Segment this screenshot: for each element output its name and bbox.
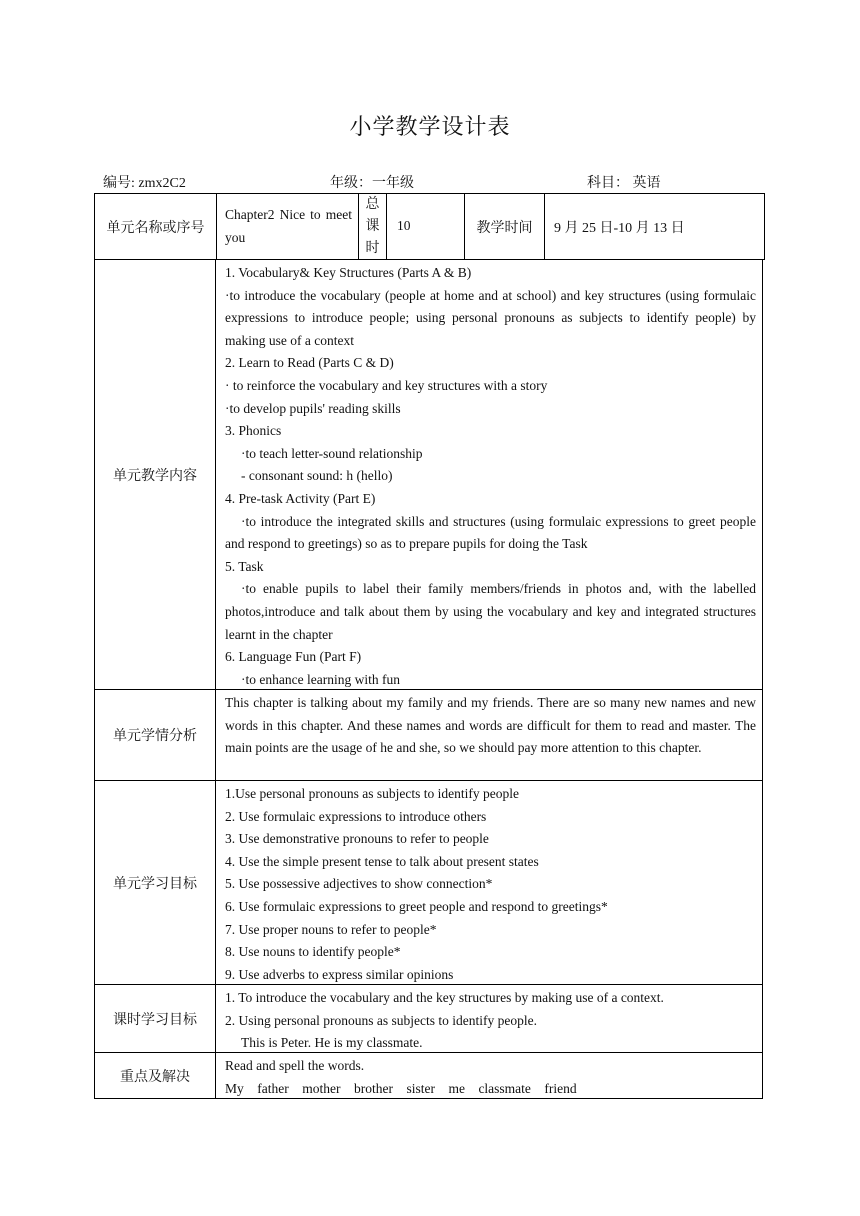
row-content: [95, 260, 762, 690]
goal-line: 3. Use demonstrative pronouns to refer to people: [225, 831, 489, 847]
goal-line: 5. Use possessive adjectives to show connection*: [225, 876, 493, 892]
row-lesson-goals: [95, 985, 762, 1053]
row-body: [225, 1055, 756, 1100]
goal-line: 8. Use nouns to identify people*: [225, 944, 401, 960]
row-label: 课时学习目标: [95, 985, 216, 1052]
content-line: ·to enable pupils to label their family members/friends in photos and, with the labelled photos,introduce and talk about them by using the vocabulary and key and integrated structures learnt in the chapter: [225, 581, 756, 642]
goal-line: 7. Use proper nouns to refer to people*: [225, 921, 437, 937]
row-label: 单元学情分析: [95, 690, 216, 780]
row-key-points: [95, 1053, 762, 1099]
unit-label-cell: [95, 194, 217, 259]
code-field: 编号: zmx2C2: [103, 176, 186, 191]
goal-line: 2. Use formulaic expressions to introduce others: [225, 808, 487, 824]
goal-line: 1.Use personal pronouns as subjects to identify people: [225, 786, 519, 801]
goal-line: 6. Use formulaic expressions to greet people and respond to greetings*: [225, 898, 608, 914]
content-line: 6. Language Fun (Part F): [225, 649, 362, 665]
time-label: 教学时间: [476, 220, 533, 236]
content-line: ·to teach letter-sound relationship: [241, 445, 423, 461]
content-line: 3. Phonics: [225, 423, 282, 439]
time-value: 9 月 25 日-10 月 13 日: [554, 220, 685, 236]
total-hours-value: 10: [397, 218, 411, 234]
content-line: · to reinforce the vocabulary and key structures with a story: [225, 377, 548, 393]
grade-field: 年级：一年级: [330, 176, 414, 191]
content-line: ·to enhance learning with fun: [241, 671, 400, 687]
total-hours-label-cell: [359, 194, 387, 259]
total-hours-value-cell: [387, 194, 465, 259]
content-line: 1. Vocabulary& Key Structures (Parts A & B): [225, 265, 472, 280]
content-line: - consonant sound: h (hello): [241, 468, 393, 484]
content-line: 5. Task: [225, 558, 264, 574]
content-line: 2. Learn to Read (Parts C & D): [225, 355, 394, 371]
document-title: 小学教学设计表: [349, 114, 511, 139]
lesson-goal-line: This is Peter. He is my classmate.: [241, 1035, 423, 1051]
content-line: 4. Pre-task Activity (Part E): [225, 490, 376, 506]
time-label-cell: [465, 194, 545, 259]
row-body: [225, 783, 756, 986]
row-body: [225, 987, 756, 1055]
lesson-goal-line: 1. To introduce the vocabulary and the key structures by making use of a context.: [225, 990, 664, 1005]
header-row: [94, 193, 765, 260]
row-analysis: [95, 690, 762, 781]
row-body: [225, 262, 756, 691]
content-line: ·to develop pupils' reading skills: [225, 400, 401, 416]
key-point-line: My father mother brother sister me classmate friend: [225, 1080, 577, 1096]
row-body: [225, 692, 756, 760]
content-line: ·to introduce the integrated skills and structures (using formulaic expressions to greet people and respond to greetings) so as to prepare pupils for doing the Task: [225, 513, 756, 552]
key-point-line: Read and spell the words.: [225, 1058, 365, 1073]
content-line: ·to introduce the vocabulary (people at home and at school) and key structures (using formulaic expressions to introduce people; using personal pronouns as subjects to identify people) by making use of a context: [225, 287, 756, 348]
time-value-cell: [545, 194, 764, 259]
meta-line: [103, 172, 703, 192]
goal-line: 9. Use adverbs to express similar opinions: [225, 966, 454, 982]
row-goals: [95, 781, 762, 985]
unit-name: Chapter2 Nice to meet you: [225, 206, 352, 245]
row-label: 重点及解决: [95, 1053, 216, 1099]
row-label: 单元教学内容: [95, 260, 216, 689]
analysis-text: This chapter is talking about my family and my friends. There are so many new names and new words in this chapter. And these names and words are difficult for them to read and master. The main points are the usage of he and she, so we should pay more attention to this chapter.: [225, 695, 756, 756]
lesson-goal-line: 2. Using personal pronouns as subjects to identify people.: [225, 1012, 537, 1028]
row-label: 单元学习目标: [95, 781, 216, 984]
total-hours-label: 总课时: [365, 196, 380, 256]
subject-field: 科目： 英语: [587, 176, 661, 191]
unit-label: 单元名称或序号: [106, 220, 205, 236]
unit-name-cell: [217, 194, 359, 259]
goal-line: 4. Use the simple present tense to talk about present states: [225, 853, 539, 869]
plan-table: [94, 260, 763, 1099]
